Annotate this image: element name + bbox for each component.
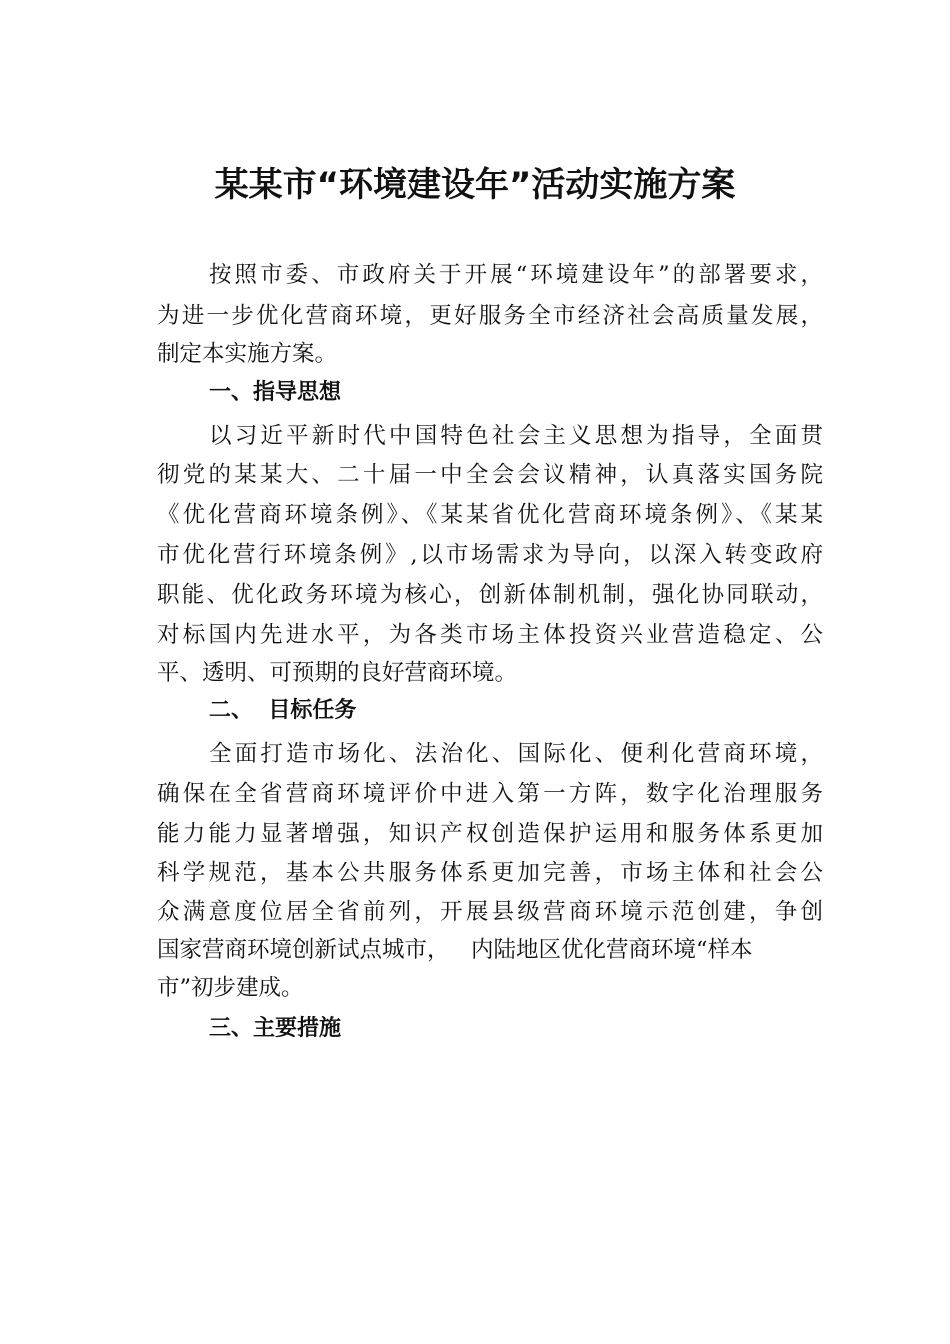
section-heading-guiding-ideology: 一、指导思想 bbox=[209, 380, 342, 405]
section1-line-2: 彻党的某某大、二十届一中全会会议精神，认真落实国务院 bbox=[157, 462, 823, 488]
section1-line-4: 市优化营行环境条例》,以市场需求为导向，以深入转变政府 bbox=[157, 542, 823, 568]
section-heading-main-measures: 三、主要措施 bbox=[209, 1016, 342, 1041]
section1-line-5: 职能、优化政务环境为核心，创新体制机制，强化协同联动， bbox=[157, 582, 823, 608]
section2-line-1: 全面打造市场化、法治化、国际化、便利化营商环境， bbox=[209, 741, 823, 767]
section2-line-2: 确保在全省营商环境评价中进入第一方阵，数字化治理服务 bbox=[157, 781, 823, 807]
section1-line-6: 对标国内先进水平，为各类市场主体投资兴业营造稳定、公 bbox=[157, 622, 823, 648]
section2-line-5: 众满意度位居全省前列，开展县级营商环境示范创建，争创 bbox=[157, 899, 823, 925]
intro-line-1: 按照市委、市政府关于开展“环境建设年”的部署要求， bbox=[209, 262, 823, 288]
intro-line-2: 为进一步优化营商环境，更好服务全市经济社会高质量发展， bbox=[157, 303, 823, 329]
section1-line-3: 《优化营商环境条例》、《某某省优化营商环境条例》、《某某 bbox=[157, 502, 823, 528]
section2-line-4: 科学规范，基本公共服务体系更加完善，市场主体和社会公 bbox=[157, 860, 823, 886]
section1-line-1: 以习近平新时代中国特色社会主义思想为指导，全面贯 bbox=[209, 423, 823, 449]
section-heading-objectives: 二、 目标任务 bbox=[209, 698, 357, 723]
section1-line-7: 平、透明、可预期的良好营商环境。 bbox=[157, 660, 518, 686]
document-title: 某某市“环境建设年”活动实施方案 bbox=[214, 165, 736, 205]
section2-line-7: 市”初步建成。 bbox=[157, 975, 304, 1001]
intro-line-3: 制定本实施方案。 bbox=[157, 341, 338, 367]
section2-line-6: 国家营商环境创新试点城市， 内陆地区优化营商环境“样本 bbox=[157, 937, 753, 963]
section2-line-3: 能力能力显著增强，知识产权创造保护运用和服务体系更加 bbox=[157, 821, 823, 847]
